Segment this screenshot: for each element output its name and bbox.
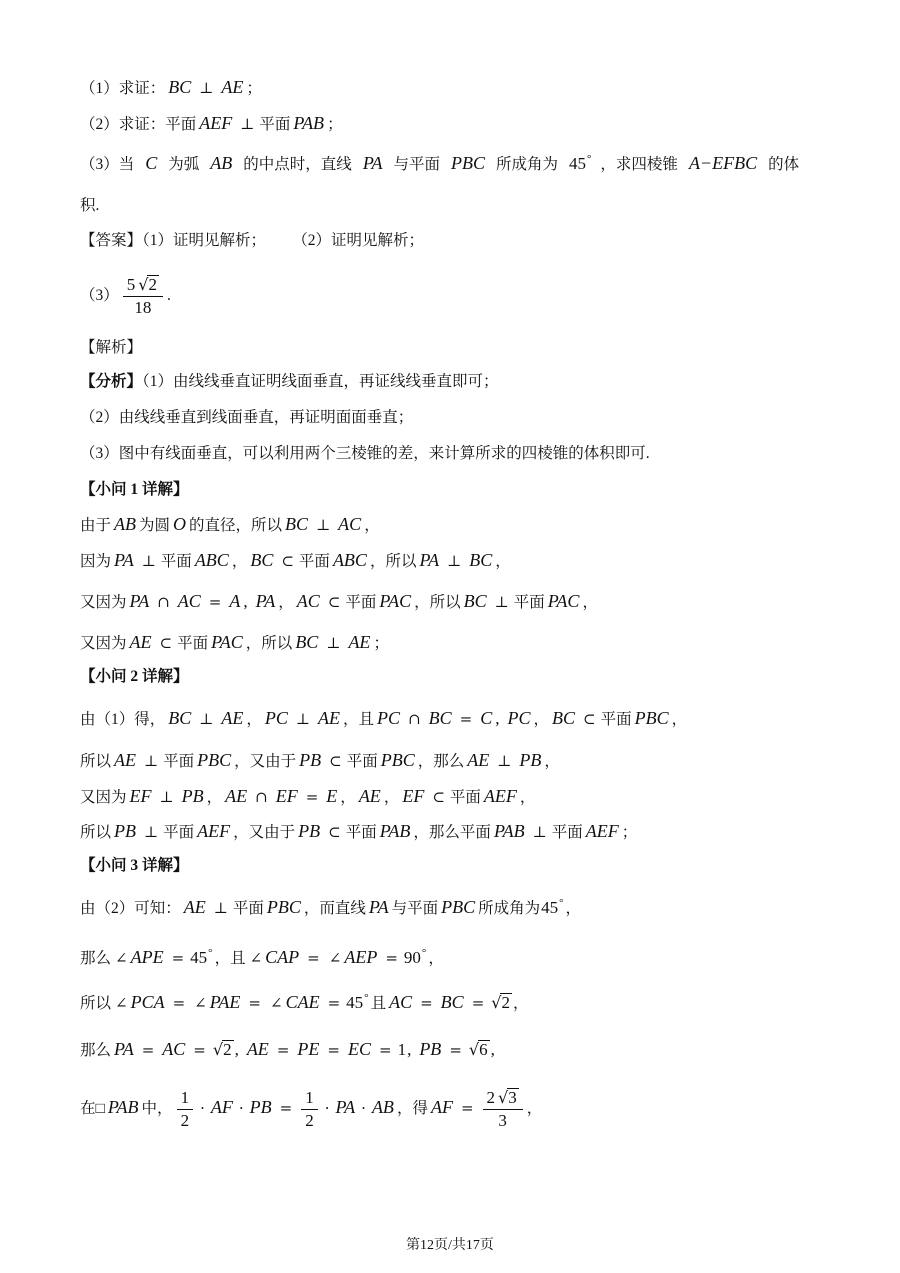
math-operator: = [420,994,433,1012]
text-run: （2）求证：平面 [80,116,197,133]
math-variable: PB [298,821,321,841]
math-variable: PB [299,750,322,770]
math-variable: PC [507,708,531,728]
math-operator: = [471,994,485,1012]
math-number: 45 [569,154,587,173]
math-variable: AE [183,897,206,917]
part-3-line-4 [80,1037,500,1061]
text-run: 又因为 [80,635,127,652]
fraction-denominator [494,1110,511,1132]
sqrt-sign: √ [491,993,502,1012]
text-run: 且 [370,995,387,1012]
math-variable: PA [362,153,383,173]
math-variable: AF [210,1097,233,1117]
math-variable: AE [318,708,341,728]
part-3-heading [80,854,189,878]
text-run: 平面 [345,824,377,841]
question-part-3 [80,151,799,175]
text-run: 又因为 [80,789,127,806]
text-run: 【小问 3 详解】 [80,857,189,874]
math-variable: PA [129,591,150,611]
text-run: ， [519,789,536,806]
answer-line [80,229,424,253]
text-run: 因为 [80,553,112,570]
math-variable: PA [419,550,440,570]
text-run: ； [373,635,389,652]
text-run: （3）当 [80,156,135,173]
text-run: 平面 [259,116,291,133]
sqrt-sign: √ [212,1040,224,1059]
part-3-line-2 [80,945,444,969]
sqrt-radicand: 2 [501,993,510,1012]
text-run: ； [621,824,638,841]
math-variable: BC [428,708,452,728]
math-variable: EF [275,786,298,806]
math-number: 2 [180,1110,190,1130]
math-variable: EF [402,786,425,806]
fraction [483,1087,523,1132]
math-variable: PBC [266,897,301,917]
text-run: 平面 [163,824,195,841]
text-run: ， [231,553,248,570]
text-run: ， [383,789,400,806]
text-run: ， [340,789,356,806]
text-run: ， [278,594,294,611]
text-run: 由（2）可知： [80,900,181,917]
part-1-line-1 [80,512,380,536]
analysis-line-2 [80,406,413,430]
math-variable: PB [249,1097,272,1117]
math-comma: , [234,1040,239,1059]
text-run: 平面 [345,594,377,611]
part-2-heading [80,665,189,689]
math-operator: = [248,994,261,1012]
math-operator: = [193,1041,206,1059]
sqrt-sign: √ [138,274,149,294]
solution-heading [80,336,142,360]
math-operator: = [385,949,398,967]
math-variable: E [326,786,338,806]
math-variable: AC [296,591,320,611]
math-variable: BC [250,550,274,570]
math-variable: PE [297,1039,320,1059]
math-variable: BC [469,550,493,570]
text-run: 【答案】（1）证明见解析； [80,232,267,249]
math-variable: AEF [197,821,231,841]
math-operator: ∩ [157,593,170,611]
angle-sign: ∠ [194,994,207,1012]
text-run: ， [512,995,529,1012]
text-run: 平面 [160,553,192,570]
math-variable: PA [114,550,134,570]
sqrt-radicand: 2 [223,1040,232,1059]
math-variable: PB [419,1039,442,1059]
math-variable: PBC [451,153,485,173]
text-run: 所成角为 [496,156,559,173]
math-variable: AC [389,992,413,1012]
math-number: 5 [126,274,136,294]
math-variable: PBC [441,897,476,917]
math-operator: = [276,1041,290,1059]
math-variable: PBC [380,750,415,770]
math-operator: = [460,1099,474,1117]
analysis-line-1 [80,370,499,394]
math-operator: ⊂ [281,552,294,570]
math-variable: PA [114,1039,134,1059]
text-run: （3）图中有线面垂直，可以利用两个三棱锥的差，来计算所求的四棱锥的体积即可. [80,445,650,462]
math-variable: AEF [585,821,619,841]
math-variable: AC [177,591,201,611]
analysis-line-3 [80,442,650,466]
text-run: 为圆 [139,517,171,534]
fraction [301,1087,318,1132]
math-variable: CAP [265,947,300,967]
math-number: 2 [305,1110,314,1130]
math-operator: ⊥ [326,634,341,652]
text-run: （1）求证： [80,80,166,97]
fraction-numerator [483,1087,523,1110]
text-run: ，且 [214,950,246,967]
math-operator: ⊂ [329,752,342,770]
text-run: （3） [80,287,119,304]
fraction-numerator [123,274,163,297]
page-number: 第12页/共17页 [406,1238,494,1253]
text-run: ， [495,553,511,570]
text-run: 由于 [80,517,112,534]
math-variable: BC [285,514,309,534]
text-run: ，得 [396,1100,428,1117]
fraction-numerator [301,1087,318,1110]
degree-sign: ° [208,947,213,959]
math-variable: BC [463,591,487,611]
math-variable: PAC [379,591,412,611]
math-comma: , [243,592,248,611]
math-operator: ⊥ [295,710,311,728]
math-variable: PAB [107,1097,139,1117]
math-variable: EC [347,1039,371,1059]
text-run: 那么 [80,950,112,967]
math-variable: AF [430,1097,453,1117]
text-run: 【小问 2 详解】 [80,668,189,685]
text-run: 平面 [449,789,481,806]
text-run: 中， [141,1100,173,1117]
part-2-line-1 [80,706,687,730]
text-run: ，又由于 [233,824,296,841]
math-variable: PAC [547,591,580,611]
math-variable: AC [338,514,362,534]
part-2-line-3 [80,784,535,808]
degree-sign: ° [587,153,592,165]
math-number: 45 [541,898,559,917]
math-operator: = [327,1041,340,1059]
math-variable: PCA [130,992,165,1012]
text-run: . [166,287,171,304]
math-variable: AE [246,1039,269,1059]
math-variable: AE [221,708,244,728]
math-number: 1 [305,1087,314,1107]
math-variable: AEP [344,947,378,967]
math-operator: ⊥ [199,710,214,728]
math-variable: AC [162,1039,186,1059]
degree-sign: ° [364,992,369,1004]
question-part-3-continued [80,194,99,218]
angle-sign: ∠ [270,994,283,1012]
text-run: 平面 [177,635,209,652]
math-variable: APE [130,947,164,967]
part-1-line-2 [80,548,511,572]
math-operator: = [459,710,473,728]
math-variable: AEF [199,113,233,133]
text-run: ，而直线 [303,900,366,917]
sqrt-sign: √ [468,1040,480,1059]
multiplication-dot: · [361,1099,366,1117]
multiplication-dot: · [200,1099,205,1117]
sqrt-radicand: 6 [479,1040,488,1059]
math-operator: ⊥ [240,115,255,133]
math-operator: ⊥ [199,79,214,97]
math-variable: BC [552,708,576,728]
math-operator: ⊂ [327,593,341,611]
fraction-denominator [301,1110,318,1132]
math-operator: ⊥ [447,552,462,570]
math-variable: ABC [332,550,367,570]
math-variable: O [173,514,187,534]
math-variable: PA [255,591,276,611]
text-run: ，求四棱锥 [600,156,678,173]
text-run: ， [565,900,582,917]
math-variable: PBC [634,708,669,728]
math-operator: = [378,1041,392,1059]
math-variable: AB [371,1097,394,1117]
math-variable: EF [129,786,152,806]
math-variable: PAE [209,992,241,1012]
text-run: ，所以 [245,635,293,652]
math-variable: BC [295,632,319,652]
math-number: 1 [397,1040,407,1059]
text-run: ， [526,1100,543,1117]
text-run: ，所以 [414,594,461,611]
math-variable: AE [221,77,244,97]
math-operator: ∩ [408,710,421,728]
math-variable: PAB [493,821,525,841]
text-run: ，又由于 [234,753,297,770]
text-run: ，那么 [417,753,465,770]
math-variable: AE [348,632,371,652]
text-run: 平面 [298,553,330,570]
math-variable: PAB [293,113,325,133]
fraction [177,1087,194,1132]
math-operator: = [327,994,341,1012]
math-operator: ⊥ [144,752,159,770]
angle-sign: ∠ [115,949,128,967]
math-number: 90 [403,948,421,967]
math-variable: AB [210,153,233,173]
angle-sign: ∠ [115,994,128,1012]
math-operator: = [449,1041,462,1059]
math-operator: ⊥ [316,516,331,534]
math-variable: PA [335,1097,356,1117]
text-run: ， [544,753,560,770]
math-operator: ⊥ [159,788,174,806]
math-variable: BC [440,992,464,1012]
math-variable: PAC [211,632,243,652]
math-operator: ⊥ [497,752,512,770]
text-run: 【小问 1 详解】 [80,481,189,498]
math-variable: PC [264,708,288,728]
math-operator: ⊂ [159,634,173,652]
text-run: ， [364,517,380,534]
math-operator: = [172,994,186,1012]
degree-sign: ° [559,897,564,909]
angle-sign: ∠ [328,949,342,967]
math-variable: C [480,708,493,728]
question-part-1 [80,75,262,99]
part-2-line-4 [80,819,637,843]
part-1-line-4 [80,630,389,654]
math-operator: ⊥ [532,823,547,841]
fraction-numerator [177,1087,194,1110]
text-run: 积. [80,197,100,214]
text-run: 在□ [80,1100,105,1117]
fraction-denominator [130,297,155,319]
math-number: 18 [134,297,152,317]
answer-part-3-line [80,272,171,320]
fraction [123,274,163,319]
math-operator: ⊂ [328,823,341,841]
math-variable: AE [114,750,137,770]
text-run: ， [246,711,262,728]
text-run: 那么 [80,1042,112,1059]
math-comma: , [407,1040,412,1059]
text-run: ， [582,594,598,611]
math-variable: AE [358,786,381,806]
text-run: （1）由线线垂直证明线面垂直，再证线线垂直即可； [142,373,499,390]
text-run: 又因为 [80,594,127,611]
sqrt-sign: √ [498,1087,509,1107]
text-run: 平面 [600,711,632,728]
math-operator: = [279,1099,293,1117]
math-variable: PB [181,786,204,806]
math-number: 2 [486,1087,496,1107]
math-variable: PA [368,897,389,917]
text-run: （2）由线线垂直到线面垂直，再证明面面垂直； [80,409,414,426]
math-operator: ⊥ [144,823,159,841]
text-run: ， [533,711,550,728]
math-variable: PB [519,750,542,770]
text-run: 为弧 [168,156,200,173]
math-number: 1 [180,1087,190,1107]
math-number: 3 [498,1110,507,1130]
text-run: 的中点时，直线 [243,156,352,173]
text-run: ， [428,950,444,967]
math-operator: = [208,593,222,611]
text-run: ， [206,789,223,806]
math-variable: AE [225,786,248,806]
math-operator: ∩ [255,788,268,806]
text-run: 【分析】 [80,373,143,390]
part-1-heading [80,478,189,502]
text-run: 所以 [80,753,112,770]
multiplication-dot: · [324,1099,330,1117]
math-comma: , [495,709,500,728]
math-variable: ABC [194,550,229,570]
text-run: ， [671,711,688,728]
math-variable: AE [467,750,490,770]
math-variable: C [145,153,158,173]
part-3-line-5 [80,1083,542,1131]
math-operator: ⊂ [432,788,445,806]
math-variable: BC [168,77,192,97]
text-run: 【解析】 [80,339,143,356]
degree-sign: ° [421,947,427,959]
text-run: 平面 [163,753,195,770]
math-number: 45 [346,993,364,1012]
math-operator: = [141,1041,155,1059]
text-run: 的体 [768,156,800,173]
math-variable: BC [168,708,192,728]
math-operator: = [171,949,185,967]
text-run: 平面 [551,824,583,841]
math-operator: = [307,949,320,967]
text-run: ； [327,116,343,133]
multiplication-dot: · [238,1099,244,1117]
text-run: 与平面 [393,156,440,173]
text-run: 与平面 [391,900,439,917]
math-operator: ⊂ [583,710,596,728]
math-variable: PB [114,821,137,841]
math-variable: PBC [197,750,232,770]
text-run: （2）证明见解析； [300,232,425,249]
text-run: 所以 [80,824,112,841]
math-variable: PAB [379,821,411,841]
math-variable: PC [377,708,401,728]
math-operator: ⊥ [494,593,509,611]
math-operator: = [305,788,319,806]
math-variable: CAE [285,992,320,1012]
math-variable: A−EFBC [688,153,758,173]
text-run: ，那么平面 [413,824,491,841]
fraction-denominator [177,1110,194,1132]
math-operator: ⊥ [141,552,156,570]
text-run: ，且 [343,711,375,728]
text-run: 平面 [513,594,545,611]
math-variable: A [229,591,241,611]
math-variable: AEF [483,786,517,806]
text-run: 平面 [346,753,378,770]
math-operator: ⊥ [213,899,228,917]
text-run: 的直径，所以 [189,517,283,534]
text-run: 所成角为 [478,900,541,917]
sqrt-radicand: 3 [508,1087,517,1107]
math-number: 45 [190,948,208,967]
question-part-2 [80,111,343,135]
angle-sign: ∠ [249,949,263,967]
math-variable: AB [114,514,137,534]
text-run: 由（1）得， [80,711,166,728]
part-3-line-1 [80,895,581,919]
part-1-line-3 [80,589,598,613]
math-variable: AE [129,632,152,652]
part-3-line-3 [80,990,528,1014]
part-2-line-2 [80,748,560,772]
text-run: ； [246,80,262,97]
sqrt-radicand: 2 [148,274,157,294]
text-run: ，所以 [369,553,417,570]
text-run: 所以 [80,995,112,1012]
text-run: 平面 [232,900,264,917]
math-comma: , [490,1040,495,1059]
